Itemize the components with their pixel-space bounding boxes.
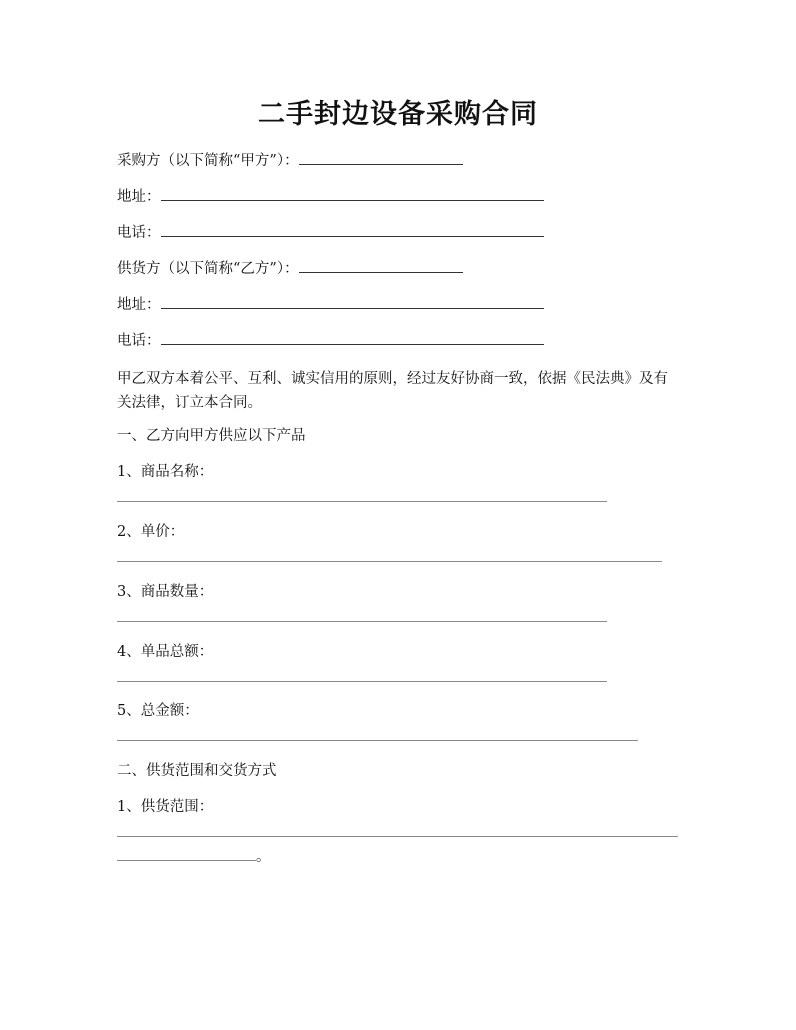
item-unit-price-rule xyxy=(117,561,662,562)
item-total-amount-label: 5、总金额： xyxy=(117,703,199,719)
preamble-paragraph: 甲乙双方本着公平、互利、诚实信用的原则，经过友好协商一致，依据《民法典》及有关法律，订立本合同。 xyxy=(117,371,668,411)
party-b-address-line xyxy=(117,294,544,315)
item-supply-scope-blank xyxy=(117,846,256,861)
party-b-address-label: 地址： xyxy=(117,297,161,313)
party-a-line xyxy=(117,150,463,171)
item-subtotal-rule xyxy=(117,681,607,682)
item-supply-scope-end-mark: 。 xyxy=(256,849,271,865)
item-quantity-rule xyxy=(117,621,607,622)
section-2-heading: 二、供货范围和交货方式 xyxy=(117,763,277,779)
party-b-phone-blank xyxy=(161,330,544,345)
party-b-address-blank xyxy=(161,294,544,309)
party-a-phone-label: 电话： xyxy=(117,225,161,241)
item-quantity-label: 3、商品数量： xyxy=(117,584,214,600)
party-a-address-blank xyxy=(161,186,544,201)
party-b-phone-line xyxy=(117,330,544,351)
party-a-phone-blank xyxy=(161,222,544,237)
item-supply-scope-label: 1、供货范围： xyxy=(117,799,214,815)
item-total-amount-rule xyxy=(117,740,638,741)
party-b-label: 供货方（以下简称“乙方”）： xyxy=(117,261,299,277)
party-b-name-blank xyxy=(299,258,463,273)
page-title: 二手封边设备采购合同 xyxy=(258,99,538,130)
item-supply-scope-continuation xyxy=(117,846,271,867)
item-supply-scope-rule xyxy=(117,836,678,837)
item-subtotal-label: 4、单品总额： xyxy=(117,644,214,660)
item-product-name-label: 1、商品名称： xyxy=(117,464,214,480)
party-b-phone-label: 电话： xyxy=(117,333,161,349)
party-b-line xyxy=(117,258,463,279)
party-a-phone-line xyxy=(117,222,544,243)
party-a-address-label: 地址： xyxy=(117,189,161,205)
item-unit-price-label: 2、单价： xyxy=(117,524,185,540)
party-a-address-line xyxy=(117,186,544,207)
item-product-name-rule xyxy=(117,501,607,502)
section-1-heading: 一、乙方向甲方供应以下产品 xyxy=(117,428,306,444)
party-a-label: 采购方（以下简称“甲方”）： xyxy=(117,153,299,169)
party-a-name-blank xyxy=(299,150,463,165)
